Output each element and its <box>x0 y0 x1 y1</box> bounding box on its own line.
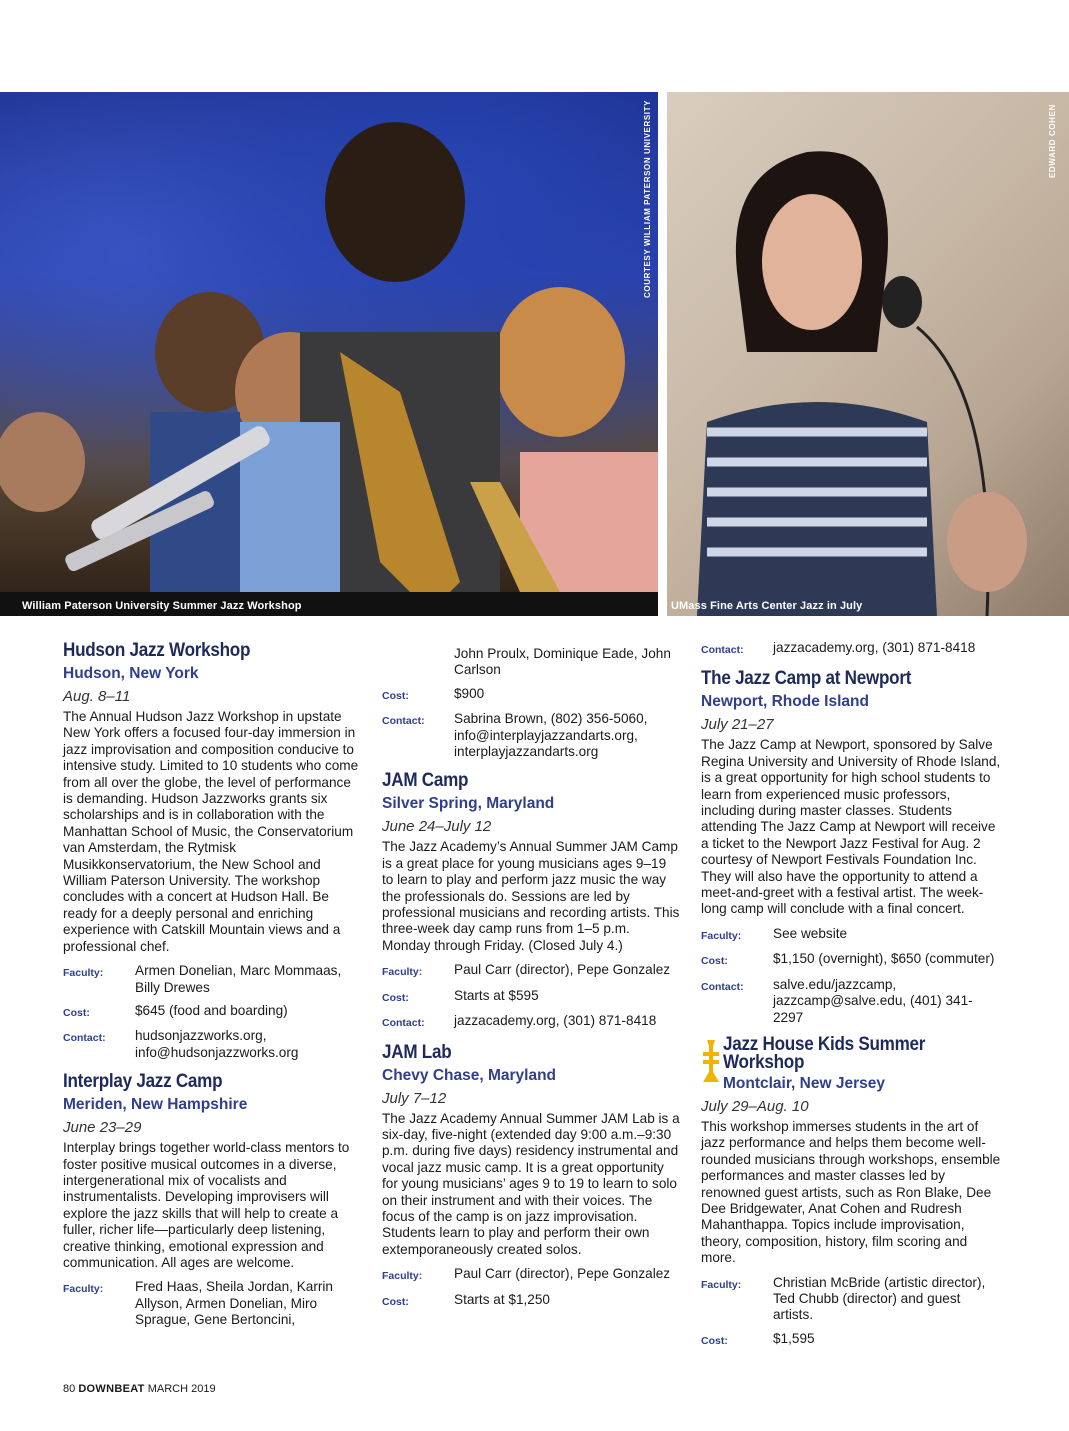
cost-row <box>701 951 1001 969</box>
listing-hudson <box>63 640 361 1061</box>
photo-credit-left: COURTESY WILLIAM PATERSON UNIVERSITY <box>643 99 652 298</box>
listing-location: Hudson, New York <box>63 665 199 682</box>
cost-value: $1,595 <box>773 1330 815 1346</box>
listing-title: Hudson Jazz Workshop <box>63 640 251 661</box>
faculty-cont-value: John Proulx, Dominique Eade, John Carlson <box>454 646 671 678</box>
listing-location: Silver Spring, Maryland <box>382 795 555 813</box>
musicians-illustration <box>0 92 658 616</box>
cost-value: $900 <box>454 685 485 701</box>
listing-location: Chevy Chase, Maryland <box>382 1066 557 1084</box>
faculty-value: Christian McBride (artistic director), Ted Chubb (director) and guest artists. <box>773 1274 986 1323</box>
cost-row <box>382 1292 680 1310</box>
listing-location: Montclair, New Jersey <box>723 1074 885 1092</box>
listing-newport <box>701 668 1001 1026</box>
faculty-value: Fred Haas, Sheila Jordan, Karrin Allyson, Armen Donelian, Miro Sprague, Gene Bertoncini, <box>135 1279 333 1328</box>
cost-row <box>382 686 680 704</box>
faculty-value: Armen Donelian, Marc Mommaas, Billy Drewes <box>135 963 342 995</box>
contact-value[interactable]: jazzacademy.org, (301) 871-8418 <box>454 1013 657 1029</box>
faculty-value: See website <box>773 925 848 941</box>
contact-row <box>701 977 1001 1026</box>
column-2 <box>382 640 680 1320</box>
listing-dates: June 23–29 <box>63 1119 142 1137</box>
listing-dates: July 21–27 <box>701 716 774 734</box>
faculty-cont-row <box>382 646 680 679</box>
listing-title: JAM Camp <box>382 770 469 792</box>
listing-dates: Aug. 8–11 <box>63 688 131 705</box>
cost-value: $645 (food and boarding) <box>135 1002 288 1018</box>
photo-credit-right: EDWARD COHEN <box>1048 104 1057 178</box>
listing-interplay <box>63 1071 361 1328</box>
listing-dates: July 7–12 <box>382 1089 447 1107</box>
cost-label: Cost: <box>382 689 409 702</box>
faculty-label: Faculty: <box>382 966 423 979</box>
listing-jam-lab <box>382 1042 680 1310</box>
faculty-row <box>382 1266 680 1284</box>
contact-label: Contact: <box>382 1017 425 1030</box>
contact-value[interactable]: Sabrina Brown, (802) 356-5060, info@interplayjazzandarts.org, interplayjazzandarts.org <box>454 711 648 760</box>
listing-description: This workshop immerses students in the art of jazz performance and helps them become well-rounded musicians through workshops, ensemble performances and master classes led by renowned guest artists, such as Ron Blake, Dee Dee Bridgewater, Anat Cohen and Rudresh Mahanthappa. Topics include improvisation, theory, composition, history, film scoring and more. <box>701 1118 1001 1266</box>
faculty-label: Faculty: <box>63 1283 104 1296</box>
cost-label: Cost: <box>382 1295 409 1308</box>
page-footer <box>63 1383 216 1395</box>
cost-row <box>382 988 680 1006</box>
photo-singer <box>667 92 1069 616</box>
contact-label: Contact: <box>382 715 425 728</box>
page-number: 80 <box>63 1383 76 1395</box>
cost-row <box>63 1003 361 1021</box>
photo-jazz-workshop <box>0 92 658 616</box>
cost-value: Starts at $1,250 <box>454 1291 550 1307</box>
cost-value: Starts at $595 <box>454 987 539 1003</box>
contact-label: Contact: <box>701 644 744 656</box>
issue-date: MARCH 2019 <box>147 1383 216 1395</box>
contact-value[interactable]: hudsonjazzworks.org, info@hudsonjazzworks.org <box>135 1028 299 1060</box>
faculty-row <box>63 963 361 996</box>
photo-caption-right: UMass Fine Arts Center Jazz in July <box>671 600 863 612</box>
listing-dates: June 24–July 12 <box>382 818 492 836</box>
listing-interplay-cont <box>382 646 680 760</box>
faculty-value: Paul Carr (director), Pepe Gonzalez <box>454 962 671 978</box>
faculty-row <box>701 926 1001 944</box>
singer-illustration <box>667 92 1069 616</box>
column-1 <box>63 640 361 1339</box>
faculty-row <box>382 962 680 980</box>
contact-value[interactable]: salve.edu/jazzcamp, jazzcamp@salve.edu, (401) 341-2297 <box>773 976 973 1025</box>
cost-label: Cost: <box>382 991 409 1004</box>
listing-description: The Jazz Camp at Newport, sponsored by Salve Regina University and University of Rhode Island, is a great opportunity for high school students to learn from experienced music professors, including during master classes. Students attending The Jazz Camp at Newport will receive a ticket to the Newport Jazz Festival for Aug. 2 courtesy of Newport Festivals Foundation Inc. They will also have the opportunity to attend a meet-and-greet with a festival artist. The week-long camp will conclude with a final concert. <box>701 737 1001 917</box>
listing-description: The Jazz Academy’s Annual Summer JAM Camp is a great place for young musicians ages 9–19 to learn to play and perform jazz music the way the professionals do. Sessions are led by professional musicians and recording artists. This three-week day camp runs from 1–5 p.m. Monday through Friday. (Closed July 4.) <box>382 839 680 953</box>
listing-location: Newport, Rhode Island <box>701 693 869 711</box>
contact-row <box>382 1013 680 1031</box>
cost-label: Cost: <box>63 1006 90 1019</box>
listing-jam-lab-cont <box>701 640 1001 658</box>
contact-value[interactable]: jazzacademy.org, (301) 871-8418 <box>773 640 976 655</box>
faculty-label: Faculty: <box>382 1270 423 1283</box>
contact-row <box>382 711 680 760</box>
cost-value: $1,150 (overnight), $650 (commuter) <box>773 951 995 967</box>
cost-label: Cost: <box>701 955 728 968</box>
contact-row <box>63 1028 361 1061</box>
faculty-label: Faculty: <box>701 929 742 942</box>
column-3 <box>701 640 1001 1359</box>
listing-dates: July 29–Aug. 10 <box>701 1097 809 1115</box>
listing-title: Jazz House Kids Summer Workshop <box>723 1033 926 1073</box>
listing-description: Interplay brings together world-class mentors to foster positive musical outcomes in a diverse, intergenerational mix of vocalists and instrumentalists. Developing improvisers will explore the jazz skills that will help to create a fuller, richer life—particularly deep listening, creative thinking, emotional expression and communication. All ages are welcome. <box>63 1140 350 1270</box>
listing-description: The Jazz Academy Annual Summer JAM Lab is a six-day, five-night (extended day 9:00 a.m.–9:30 p.m. during five days) residency instrumental and vocal jazz music camp. It is a great opportunity for young musicians’ ages 9 to 19 to learn to solo on their instrument and with their voices. The focus of the camp is on jazz improvisation. Students learn to play and perform their own extemporaneously created solos. <box>382 1110 680 1257</box>
listing-title: The Jazz Camp at Newport <box>701 668 912 690</box>
listing-description: The Annual Hudson Jazz Workshop in upstate New York offers a focused four-day immersion in jazz improvisation and composition conducive to intensive study. Limited to 10 students who come from all over the globe, the level of performance is demanding. Hudson Jazzworks grants six scholarships and is in collaboration with the Manhattan School of Music, the Conservatorium van Amsterdam, the Rytmisk Musikkonservatorium, the New School and William Paterson University. The workshop concludes with a concert at Hudson Hall. Be ready for a deeply personal and enriching experience with Catskill Mountain views and a professional chef. <box>63 709 359 954</box>
listing-jazz-house-kids <box>701 1033 1001 1349</box>
listing-title: Interplay Jazz Camp <box>63 1071 223 1093</box>
faculty-row <box>701 1275 1001 1324</box>
listing-jam-camp <box>382 770 680 1031</box>
magazine-brand: DOWNBEAT <box>78 1383 145 1395</box>
listing-title: JAM Lab <box>382 1041 452 1063</box>
contact-row <box>701 640 1001 658</box>
faculty-row <box>63 1279 361 1328</box>
faculty-label: Faculty: <box>63 967 104 980</box>
contact-label: Contact: <box>63 1032 106 1045</box>
trumpet-icon <box>701 1038 721 1084</box>
faculty-value: Paul Carr (director), Pepe Gonzalez <box>454 1266 671 1282</box>
cost-row <box>701 1331 1001 1349</box>
cost-label: Cost: <box>701 1334 728 1347</box>
faculty-label: Faculty: <box>701 1278 742 1291</box>
contact-label: Contact: <box>701 980 744 993</box>
listing-location: Meriden, New Hampshire <box>63 1096 248 1114</box>
photo-caption-left: William Paterson University Summer Jazz Workshop <box>22 600 302 612</box>
